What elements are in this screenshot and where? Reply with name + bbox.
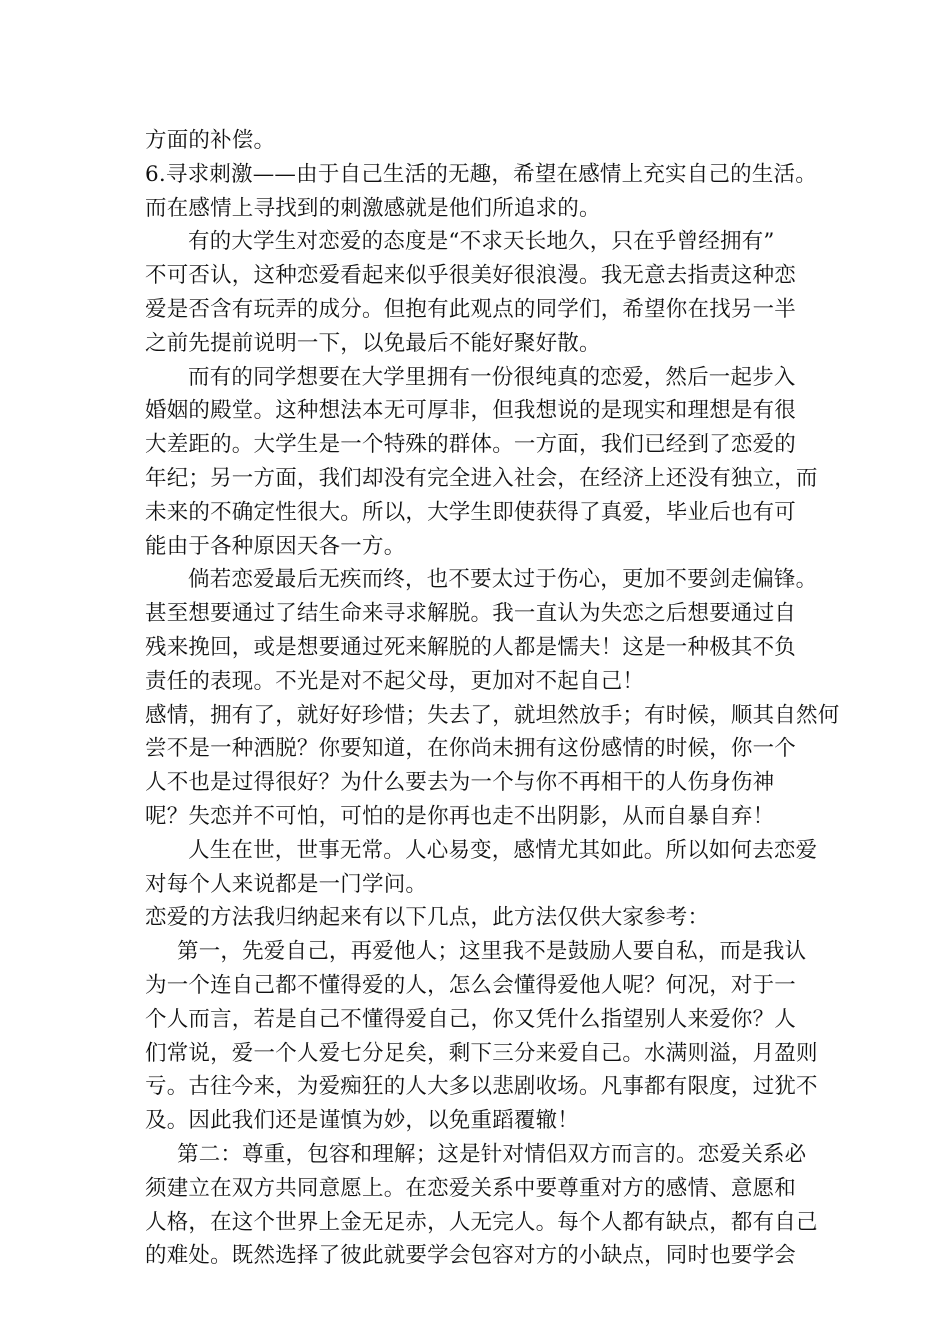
text-line: 为一个连自己都不懂得爱的人，怎么会懂得爱他人呢？何况，对于一 [145,972,797,998]
text-line: 之前先提前说明一下，以免最后不能好聚好散。 [145,330,601,356]
text-line: 个人而言，若是自己不懂得爱自己，你又凭什么指望别人来爱你？人 [145,1006,797,1032]
text-line: 及。因此我们还是谨慎为妙，以免重蹈覆辙！ [145,1108,580,1134]
text-line: 呢？失恋并不可怕，可怕的是你再也走不出阴影，从而自暴自弃！ [145,803,775,829]
text-line: 的难处。既然选择了彼此就要学会包容对方的小缺点，同时也要学会 [145,1243,797,1269]
text-line: 有的大学生对恋爱的态度是“不求天长地久，只在乎曾经拥有” [188,229,775,255]
text-line: 6.寻求刺激——由于自己生活的无趣，希望在感情上充实自己的生活。 [145,161,817,187]
text-line: 尝不是一种洒脱？你要知道，在你尚未拥有这份感情的时候，你一个 [145,736,797,762]
text-line: 婚姻的殿堂。这种想法本无可厚非，但我想说的是现实和理想是有很 [145,398,797,424]
text-line: 责任的表现。不光是对不起父母，更加对不起自己！ [145,668,645,694]
document-body [145,124,840,1273]
text-line: 第二：尊重，包容和理解；这是针对情侣双方而言的。恋爱关系必 [177,1141,807,1167]
text-line: 爱是否含有玩弄的成分。但抱有此观点的同学们，希望你在找另一半 [145,296,797,322]
text-line: 未来的不确定性很大。所以，大学生即使获得了真爱，毕业后也有可 [145,499,797,525]
text-line: 亏。古往今来，为爱痴狂的人大多以悲剧收场。凡事都有限度，过犹不 [145,1074,818,1100]
text-line: 人生在世，世事无常。人心易变，感情尤其如此。所以如何去恋爱 [188,837,818,863]
text-line: 甚至想要通过了结生命来寻求解脱。我一直认为失恋之后想要通过自 [145,601,797,627]
text-line: 而有的同学想要在大学里拥有一份很纯真的恋爱，然后一起步入 [188,364,796,390]
text-line: 人格，在这个世界上金无足赤，人无完人。每个人都有缺点，都有自己 [145,1209,818,1235]
text-line: 倘若恋爱最后无疾而终，也不要太过于伤心，更加不要剑走偏锋。 [188,567,818,593]
text-line: 人不也是过得很好？为什么要去为一个与你不再相干的人伤身伤神 [145,770,775,796]
text-line: 大差距的。大学生是一个特殊的群体。一方面，我们已经到了恋爱的 [145,432,797,458]
text-line: 对每个人来说都是一门学问。 [145,871,428,897]
text-line: 第一，先爱自己，再爱他人；这里我不是鼓励人要自私，而是我认 [177,939,807,965]
text-line: 恋爱的方法我归纳起来有以下几点，此方法仅供大家参考： [145,905,710,931]
text-line: 而在感情上寻找到的刺激感就是他们所追求的。 [145,195,601,221]
text-line: 感情，拥有了，就好好珍惜；失去了，就坦然放手；有时候，顺其自然何 [145,702,840,728]
text-line: 须建立在双方共同意愿上。在恋爱关系中要尊重对方的感情、意愿和 [145,1175,797,1201]
text-line: 方面的补偿。 [145,128,276,153]
text-line: 残来挽回，或是想要通过死来解脱的人都是懦夫！这是一种极其不负 [145,634,797,660]
text-line: 能由于各种原因天各一方。 [145,533,406,559]
text-line: 们常说，爱一个人爱七分足矣，剩下三分来爱自己。水满则溢，月盈则 [145,1040,818,1066]
text-line: 年纪；另一方面，我们却没有完全进入社会，在经济上还没有独立，而 [145,465,818,491]
text-line: 不可否认，这种恋爱看起来似乎很美好很浪漫。我无意去指责这种恋 [145,263,797,289]
